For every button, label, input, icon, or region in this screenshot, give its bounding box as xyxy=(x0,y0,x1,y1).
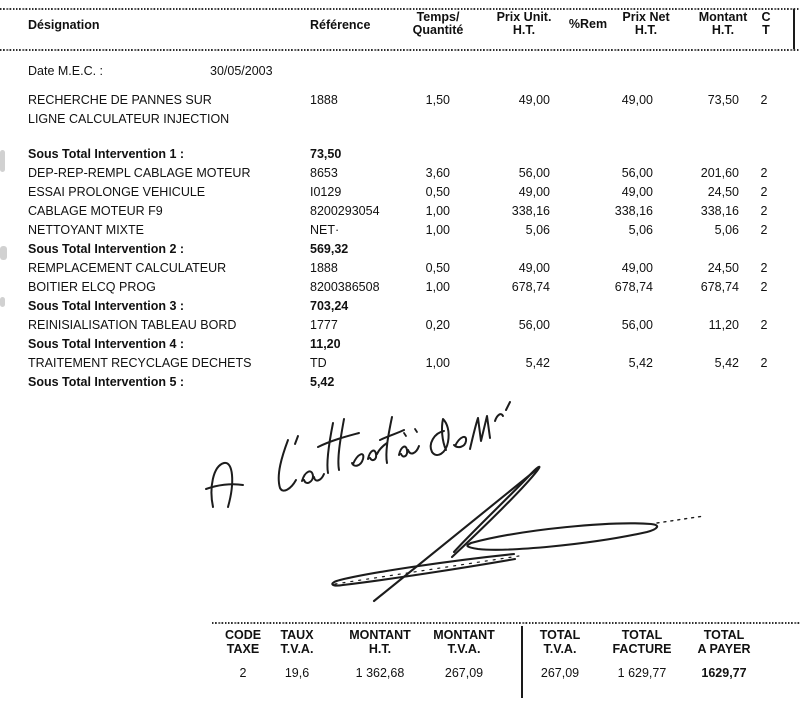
quantity-cell: 3,60 xyxy=(425,166,450,180)
column-header-quantity-line1: Temps/ xyxy=(416,10,460,24)
totals-header-line1: TOTAL xyxy=(621,628,663,642)
reference-cell: NET· xyxy=(310,223,340,237)
tax-code-cell: 2 xyxy=(760,356,768,370)
amount-cell: 24,50 xyxy=(707,185,739,199)
column-header-tax-code xyxy=(746,11,786,37)
column-header-quantity-line2: Quantité xyxy=(412,23,464,37)
invoice-body xyxy=(0,56,800,392)
quantity-cell: 1,00 xyxy=(425,280,450,294)
amount-cell: 24,50 xyxy=(707,261,739,275)
amount-cell: 11,20 xyxy=(708,318,739,332)
totals-value: 2 xyxy=(239,666,247,680)
tax-code-cell: 2 xyxy=(760,223,768,237)
amount-cell: 5,06 xyxy=(714,223,739,237)
totals-header-line2: FACTURE xyxy=(612,642,672,656)
designation-line: REMPLACEMENT CALCULATEUR xyxy=(28,261,227,275)
designation-cell xyxy=(28,91,310,129)
totals-value: 1629,77 xyxy=(701,666,747,680)
discount-cell xyxy=(550,221,596,240)
tax-code-cell: 2 xyxy=(760,204,768,218)
unit-price-cell: 678,74 xyxy=(511,280,550,294)
unit-price-cell: 49,00 xyxy=(518,261,550,275)
column-header-net-price-line2: H.T. xyxy=(634,23,658,37)
column-header-unit-price xyxy=(484,11,564,37)
designation-line: NETTOYANT MIXTE xyxy=(28,223,144,237)
totals-header-line1: CODE xyxy=(224,628,262,642)
quantity-cell: 1,00 xyxy=(425,223,450,237)
unit-price-cell: 5,06 xyxy=(525,223,550,237)
tax-code-cell: 2 xyxy=(760,318,768,332)
totals-header-line1: TOTAL xyxy=(539,628,581,642)
totals-header-line1: MONTANT xyxy=(433,628,495,642)
column-header-quantity xyxy=(398,11,478,37)
unit-price-cell: 56,00 xyxy=(518,166,550,180)
column-header-tax-code-line2: T xyxy=(762,23,770,37)
designation-cell xyxy=(28,278,310,297)
totals-value: 1 629,77 xyxy=(617,666,667,680)
totals-value: 267,09 xyxy=(540,666,580,680)
line-items xyxy=(0,91,800,392)
reference-cell: 8200293054 xyxy=(310,204,380,218)
discount-cell xyxy=(550,91,596,129)
unit-price-cell: 49,00 xyxy=(518,93,550,107)
divider-header-bottom xyxy=(0,49,800,51)
date-mec-value: 30/05/2003 xyxy=(210,64,273,78)
tax-code-cell: 2 xyxy=(760,185,768,199)
net-price-cell: 56,00 xyxy=(621,166,653,180)
totals-value: 19,6 xyxy=(284,666,310,680)
subtotal-row xyxy=(28,145,800,164)
designation-line: DEP-REP-REMPL CABLAGE MOTEUR xyxy=(28,166,251,180)
column-header-tax-code-line1: C xyxy=(761,10,771,24)
date-mec-label: Date M.E.C. : xyxy=(28,64,104,78)
totals-header-line1: MONTANT xyxy=(349,628,411,642)
totals-header-line2: TAXE xyxy=(226,642,260,656)
column-header-reference: Référence xyxy=(310,18,371,32)
totals-column xyxy=(266,628,328,680)
reference-cell: 1888 xyxy=(310,261,338,275)
net-price-cell: 56,00 xyxy=(621,318,653,332)
line-item-row xyxy=(28,183,800,202)
amount-cell: 201,60 xyxy=(700,166,739,180)
totals-header-line2: T.V.A. xyxy=(280,642,314,656)
handwritten-note-and-signature xyxy=(180,395,720,610)
date-row xyxy=(28,62,800,81)
scan-smudge xyxy=(0,150,5,172)
designation-cell xyxy=(28,202,310,221)
totals-column xyxy=(410,628,518,680)
subtotal-label: Sous Total Intervention 3 : xyxy=(28,299,185,313)
quantity-cell: 0,20 xyxy=(425,318,450,332)
unit-price-cell: 49,00 xyxy=(518,185,550,199)
totals-value: 1 362,68 xyxy=(355,666,405,680)
subtotal-label: Sous Total Intervention 5 : xyxy=(28,375,185,389)
reference-cell: TD xyxy=(310,356,327,370)
column-header-amount-line2: H.T. xyxy=(711,23,735,37)
column-header-unit-price-line2: H.T. xyxy=(512,23,536,37)
designation-cell xyxy=(28,259,310,278)
unit-price-cell: 56,00 xyxy=(518,318,550,332)
totals-value: 267,09 xyxy=(444,666,484,680)
designation-line: LIGNE CALCULATEUR INJECTION xyxy=(28,112,230,126)
totals-header-line2: A PAYER xyxy=(697,642,751,656)
subtotal-row xyxy=(28,240,800,259)
amount-cell: 678,74 xyxy=(700,280,739,294)
tax-code-cell: 2 xyxy=(760,166,768,180)
tax-code-cell: 2 xyxy=(760,93,768,107)
subtotal-row xyxy=(28,373,800,392)
discount-cell xyxy=(550,183,596,202)
scan-smudge xyxy=(0,246,7,260)
quantity-cell: 0,50 xyxy=(425,185,450,199)
unit-price-cell: 338,16 xyxy=(511,204,550,218)
reference-cell: 8653 xyxy=(310,166,338,180)
subtotal-row xyxy=(28,335,800,354)
subtotal-label: Sous Total Intervention 4 : xyxy=(28,337,185,351)
handwritten-note xyxy=(206,402,510,507)
designation-cell xyxy=(28,316,310,335)
designation-cell xyxy=(28,354,310,373)
designation-line: BOITIER ELCQ PROG xyxy=(28,280,156,294)
line-item-row xyxy=(28,259,800,278)
net-price-cell: 49,00 xyxy=(621,93,653,107)
line-item-row xyxy=(28,202,800,221)
divider-totals-top xyxy=(212,622,800,624)
subtotal-value: 703,24 xyxy=(310,299,349,313)
totals-header-line2: T.V.A. xyxy=(447,642,481,656)
totals-column xyxy=(212,628,274,680)
designation-line: CABLAGE MOTEUR F9 xyxy=(28,204,163,218)
discount-cell xyxy=(550,316,596,335)
divider-top xyxy=(0,8,800,10)
subtotal-value: 5,42 xyxy=(310,375,335,389)
net-price-cell: 338,16 xyxy=(614,204,653,218)
column-header-discount: %Rem xyxy=(568,17,608,31)
quantity-cell: 1,00 xyxy=(425,356,450,370)
subtotal-label: Sous Total Intervention 1 : xyxy=(28,147,185,161)
column-header-designation: Désignation xyxy=(28,18,100,32)
unit-price-cell: 5,42 xyxy=(525,356,550,370)
column-header-amount-line1: Montant xyxy=(698,10,748,24)
amount-cell: 338,16 xyxy=(700,204,739,218)
reference-cell: 1888 xyxy=(310,93,338,107)
discount-cell xyxy=(550,259,596,278)
column-header-net-price xyxy=(606,11,686,37)
subtotal-value: 73,50 xyxy=(310,147,342,161)
net-price-cell: 678,74 xyxy=(614,280,653,294)
net-price-cell: 5,42 xyxy=(628,356,653,370)
signature-scribble xyxy=(332,467,704,601)
line-item-row xyxy=(28,91,800,129)
designation-cell xyxy=(28,164,310,183)
line-item-row xyxy=(28,221,800,240)
line-item-row xyxy=(28,164,800,183)
totals-header-line1: TAUX xyxy=(280,628,314,642)
scan-smudge xyxy=(0,297,5,307)
designation-cell xyxy=(28,183,310,202)
designation-line: REINISIALISATION TABLEAU BORD xyxy=(28,318,237,332)
designation-cell xyxy=(28,221,310,240)
reference-cell: I0129 xyxy=(310,185,342,199)
net-price-cell: 5,06 xyxy=(628,223,653,237)
totals-header-line2: T.V.A. xyxy=(543,642,577,656)
subtotal-value: 569,32 xyxy=(310,242,349,256)
subtotal-row xyxy=(28,297,800,316)
reference-cell: 1777 xyxy=(310,318,338,332)
subtotal-label: Sous Total Intervention 2 : xyxy=(28,242,185,256)
net-price-cell: 49,00 xyxy=(621,261,653,275)
tax-code-cell: 2 xyxy=(760,280,768,294)
discount-cell xyxy=(550,202,596,221)
discount-cell xyxy=(550,354,596,373)
quantity-cell: 1,00 xyxy=(425,204,450,218)
quantity-cell: 0,50 xyxy=(425,261,450,275)
line-item-row xyxy=(28,354,800,373)
totals-column xyxy=(670,628,778,680)
line-item-row xyxy=(28,278,800,297)
amount-cell: 5,42 xyxy=(714,356,739,370)
amount-cell: 73,50 xyxy=(707,93,739,107)
discount-cell xyxy=(550,164,596,183)
line-item-row xyxy=(28,316,800,335)
discount-cell xyxy=(550,278,596,297)
reference-cell: 8200386508 xyxy=(310,280,380,294)
subtotal-value: 11,20 xyxy=(310,337,341,351)
designation-line: RECHERCHE DE PANNES SUR xyxy=(28,93,212,107)
totals-header-line1: TOTAL xyxy=(703,628,745,642)
column-header-net-price-line1: Prix Net xyxy=(622,10,670,24)
tax-code-cell: 2 xyxy=(760,261,768,275)
totals-header-line2: H.T. xyxy=(368,642,392,656)
net-price-cell: 49,00 xyxy=(621,185,653,199)
designation-line: ESSAI PROLONGE VEHICULE xyxy=(28,185,206,199)
quantity-cell: 1,50 xyxy=(425,93,450,107)
header-right-tick xyxy=(793,9,795,49)
column-header-unit-price-line1: Prix Unit. xyxy=(496,10,552,24)
designation-line: TRAITEMENT RECYCLAGE DECHETS xyxy=(28,356,252,370)
